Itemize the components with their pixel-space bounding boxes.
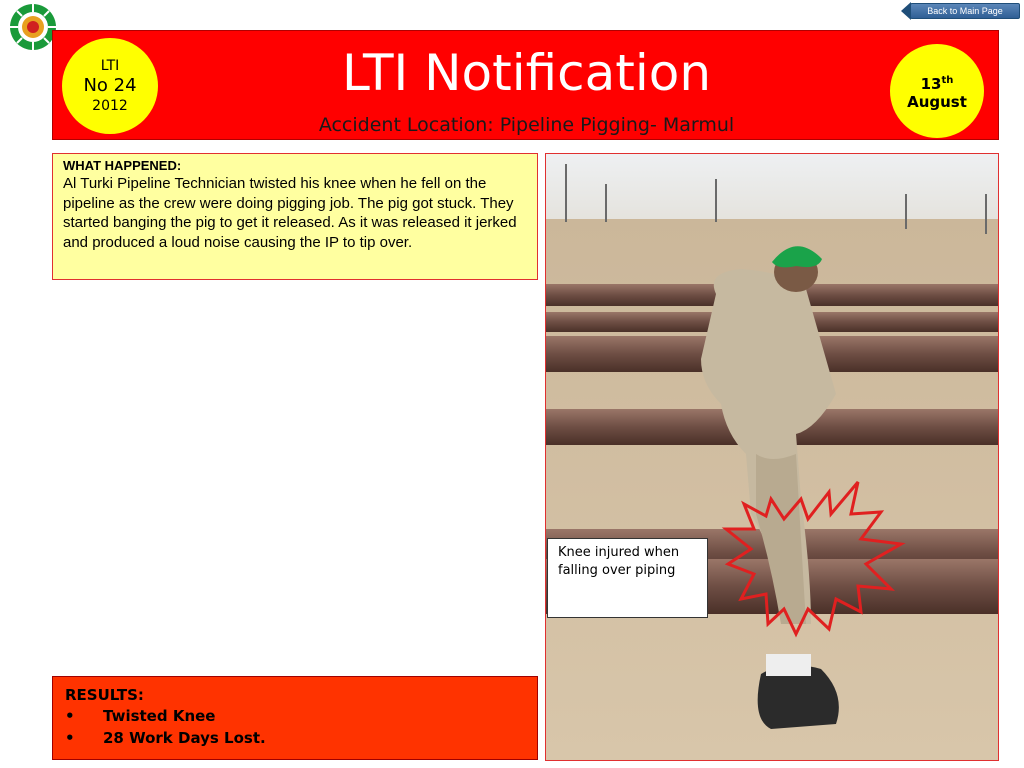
results-item: • 28 Work Days Lost.	[65, 729, 266, 747]
results-item: • Twisted Knee	[65, 707, 216, 725]
bullet-icon: •	[65, 707, 75, 725]
back-to-main-page-button[interactable]	[901, 2, 1021, 20]
bullet-icon: •	[65, 729, 75, 747]
what-happened-text: Al Turki Pipeline Technician twisted his knee when he fell on the pipeline as the crew were doing pigging job. The pig got stuck. They started banging the pig to get it released. As it was released it jerked and produced a loud noise causing the IP to tip over.	[63, 175, 517, 251]
accident-location: Accident Location: Pipeline Pigging- Marmul	[318, 114, 735, 136]
results-list	[65, 705, 525, 749]
results-heading: RESULTS:	[65, 686, 144, 704]
results-box	[52, 676, 538, 760]
title-banner	[52, 30, 999, 140]
lti-badge-year: 2012	[92, 98, 128, 114]
date-badge	[890, 44, 984, 138]
date-day-suffix: th	[941, 74, 954, 86]
lti-badge-label: LTI	[100, 58, 120, 74]
date-day: 13th	[920, 74, 954, 93]
knee-injury-callout: Knee injured when falling over piping	[547, 538, 708, 618]
date-month: August	[907, 92, 967, 111]
incident-photo	[545, 153, 999, 761]
page-title: LTI Notification	[341, 44, 712, 102]
what-happened-heading: WHAT HAPPENED:	[63, 158, 182, 173]
lti-badge-number: No 24	[83, 75, 137, 96]
back-button-label: Back to Main Page	[910, 3, 1020, 19]
what-happened-box	[52, 153, 538, 280]
